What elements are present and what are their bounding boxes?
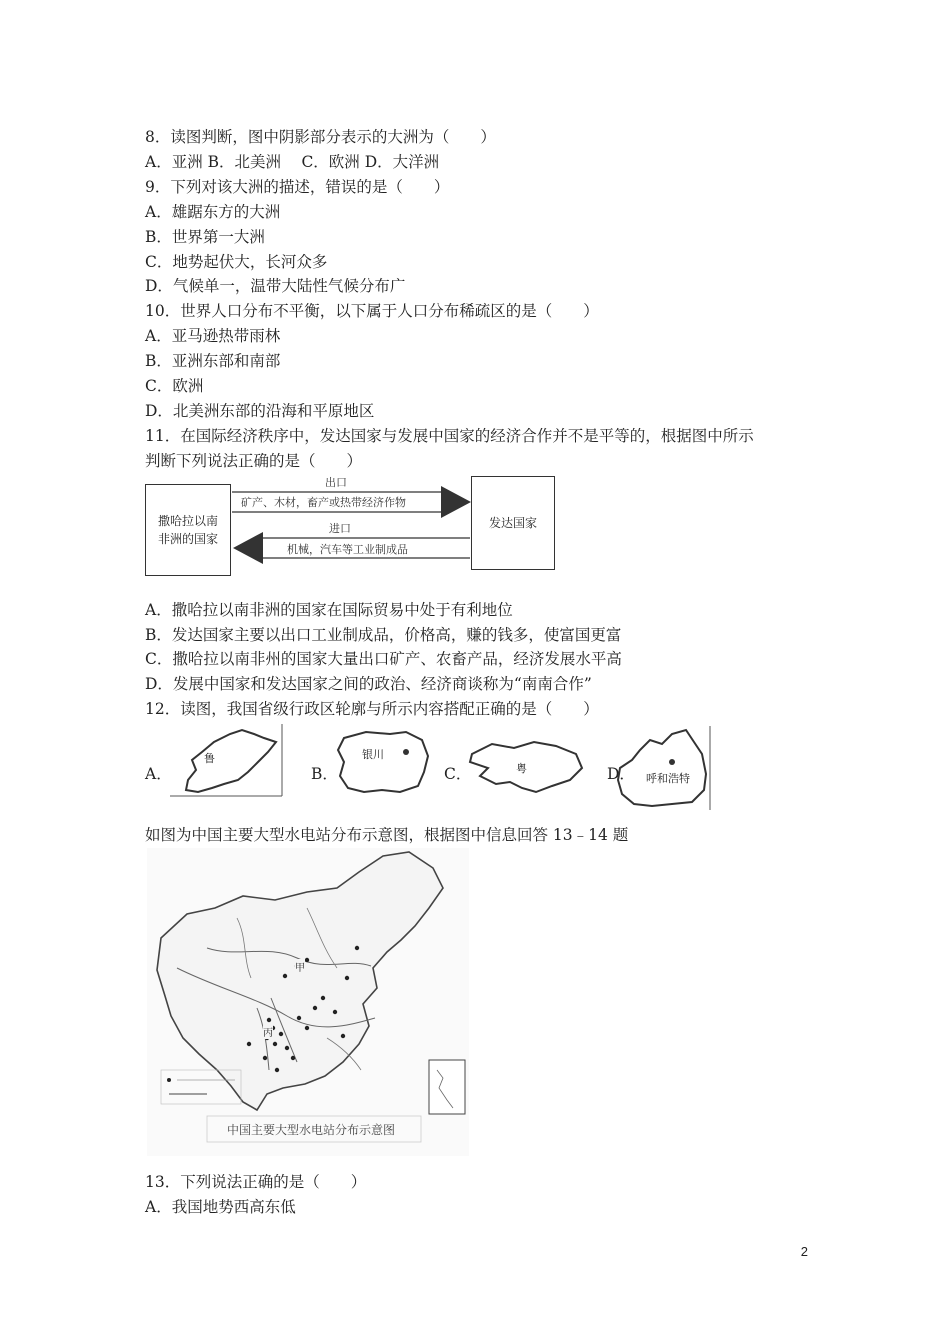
map-label-bing: 丙 bbox=[263, 1024, 273, 1039]
q10-option-d: D．北美洲东部的沿海和平原地区 bbox=[145, 402, 375, 420]
province-shandong-outline bbox=[168, 722, 284, 798]
q12-option-a-letter: A． bbox=[145, 765, 172, 783]
right-box-developed: 发达国家 bbox=[471, 476, 555, 570]
q11-stem-1: 11．在国际经济秩序中，发达国家与发展中国家的经济合作并不是平等的，根据图中所示 bbox=[145, 427, 754, 445]
label-huhehaote: 呼和浩特 bbox=[646, 772, 690, 785]
q10-option-c: C．欧洲 bbox=[145, 377, 204, 395]
import-goods: 机械，汽车等工业制成品 bbox=[287, 543, 408, 556]
q10-option-a: A．亚马逊热带雨林 bbox=[145, 327, 281, 345]
province-ningxia-outline bbox=[334, 728, 430, 796]
q13-stem: 13．下列说法正确的是（ ） bbox=[145, 1173, 367, 1191]
export-label: 出口 bbox=[325, 476, 347, 489]
map-label-jia: 甲 bbox=[295, 959, 305, 974]
q8-stem: 8．读图判断，图中阴影部分表示的大洲为（ ） bbox=[145, 128, 496, 146]
q9-option-a: A．雄踞东方的大洲 bbox=[145, 203, 281, 221]
left-box-sub-saharan: 撒哈拉以南 非洲的国家 bbox=[145, 484, 231, 576]
import-label: 进口 bbox=[329, 522, 351, 535]
china-hydropower-map bbox=[147, 848, 469, 1156]
trade-diagram bbox=[145, 474, 557, 580]
q11-option-b: B．发达国家主要以出口工业制成品，价格高，赚的钱多，使富国更富 bbox=[145, 626, 622, 644]
q11-option-c: C．撒哈拉以南非州的国家大量出口矿产、农畜产品，经济发展水平高 bbox=[145, 650, 622, 668]
q13-option-a: A．我国地势西高东低 bbox=[145, 1198, 296, 1216]
q11-option-d: D．发展中国家和发达国家之间的政治、经济商谈称为“南南合作” bbox=[145, 675, 592, 693]
q12-option-d-letter: D． bbox=[607, 765, 635, 783]
map-caption: 中国主要大型水电站分布示意图 bbox=[227, 1123, 396, 1137]
export-goods: 矿产、木材，畜产或热带经济作物 bbox=[241, 496, 406, 509]
label-lu: 鲁 bbox=[204, 752, 215, 765]
q8-options: A．亚洲 B．北美洲 C．欧洲 D．大洋洲 bbox=[145, 153, 440, 171]
label-yue: 粤 bbox=[516, 762, 527, 775]
q9-option-d: D．气候单一，温带大陆性气候分布广 bbox=[145, 277, 406, 295]
q12-option-c-letter: C． bbox=[444, 765, 472, 783]
label-yinchuan: 银川 bbox=[362, 748, 384, 761]
q9-stem: 9．下列对该大洲的描述，错误的是（ ） bbox=[145, 178, 450, 196]
china-map-graphic bbox=[147, 848, 469, 1156]
q9-option-c: C．地势起伏大，长河众多 bbox=[145, 253, 328, 271]
page-number: 2 bbox=[800, 1244, 808, 1259]
q9-option-b: B．世界第一大洲 bbox=[145, 228, 265, 246]
q10-stem: 10．世界人口分布不平衡，以下属于人口分布稀疏区的是（ ） bbox=[145, 302, 599, 320]
map-intro: 如图为中国主要大型水电站分布示意图，根据图中信息回答 13﹣14 题 bbox=[145, 826, 629, 844]
q12-stem: 12．读图，我国省级行政区轮廓与所示内容搭配正确的是（ ） bbox=[145, 700, 599, 718]
province-neimenggu-outline bbox=[612, 724, 712, 812]
q11-option-a: A．撒哈拉以南非洲的国家在国际贸易中处于有利地位 bbox=[145, 601, 513, 619]
q11-stem-2: 判断下列说法正确的是（ ） bbox=[145, 452, 363, 470]
q10-option-b: B．亚洲东部和南部 bbox=[145, 352, 281, 370]
province-guangdong-outline bbox=[466, 738, 588, 796]
q12-option-b-letter: B． bbox=[311, 765, 338, 783]
